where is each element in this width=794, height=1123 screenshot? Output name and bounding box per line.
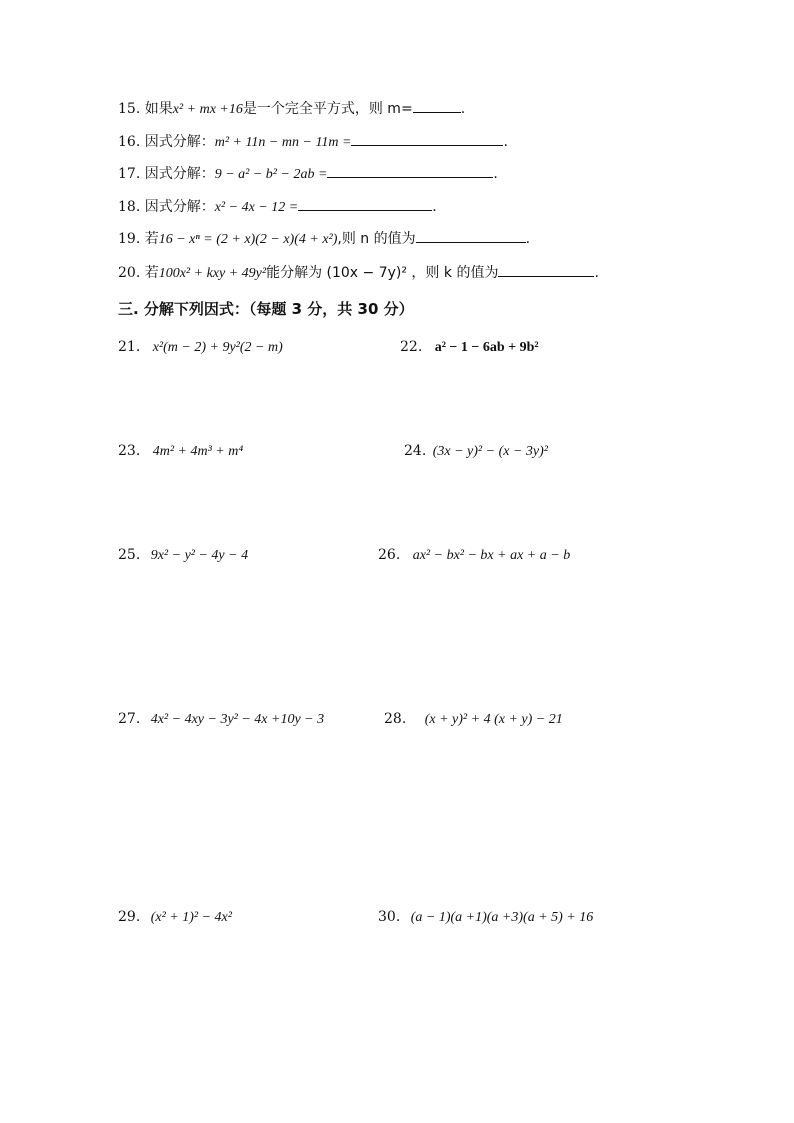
item-number: 16. bbox=[118, 134, 141, 150]
item-prefix: 若 bbox=[144, 265, 159, 281]
answer-blank[interactable] bbox=[416, 228, 526, 243]
item-end: . bbox=[493, 166, 498, 182]
item-number: 20. bbox=[118, 265, 141, 281]
item-expression: x² + mx +16 bbox=[172, 102, 243, 117]
fill-in-item-15 bbox=[118, 98, 465, 120]
item-prefix: 如果 bbox=[144, 101, 173, 117]
problem-number: 24. bbox=[404, 443, 427, 459]
problem-24 bbox=[404, 441, 548, 462]
item-end: . bbox=[432, 199, 437, 215]
fill-in-item-18 bbox=[118, 196, 437, 218]
item-number: 18. bbox=[118, 199, 141, 215]
fill-in-item-20 bbox=[118, 262, 599, 284]
item-end: . bbox=[594, 265, 599, 281]
fill-in-item-17 bbox=[118, 163, 498, 185]
problem-number: 26. bbox=[378, 547, 401, 563]
fill-in-item-19 bbox=[118, 228, 530, 250]
answer-blank[interactable] bbox=[298, 196, 432, 211]
problem-expression: x²(m − 2) + 9y²(2 − m) bbox=[152, 340, 283, 355]
item-end: . bbox=[460, 101, 466, 117]
problem-22 bbox=[400, 337, 539, 358]
problem-expression: (a − 1)(a +1)(a +3)(a + 5) + 16 bbox=[410, 910, 594, 925]
problem-30 bbox=[378, 907, 593, 928]
problem-expression: 9x² − y² − 4y − 4 bbox=[150, 548, 249, 563]
problem-number: 22. bbox=[400, 339, 423, 355]
item-number: 15. bbox=[118, 101, 141, 117]
item-middle: 是一个完全平方式，则 m= bbox=[242, 101, 413, 117]
item-middle: ,则 n 的值为 bbox=[337, 231, 416, 247]
problem-number: 30. bbox=[378, 909, 401, 925]
item-end: . bbox=[525, 231, 531, 247]
item-expression: 100x² + kxy + 49y² bbox=[158, 266, 267, 281]
problem-expression: (3x − y)² − (x − 3y)² bbox=[432, 444, 548, 459]
problem-26 bbox=[378, 545, 570, 566]
problem-expression: (x + y)² + 4 (x + y) − 21 bbox=[424, 712, 563, 727]
item-number: 17. bbox=[118, 166, 141, 182]
problem-28 bbox=[384, 709, 563, 730]
item-expression: x² − 4x − 12 = bbox=[214, 200, 299, 215]
problem-21 bbox=[118, 337, 283, 358]
problem-expression: 4x² − 4xy − 3y² − 4x +10y − 3 bbox=[150, 712, 325, 727]
problem-expression: ax² − bx² − bx + ax + a − b bbox=[412, 548, 571, 563]
problem-expression: (x² + 1)² − 4x² bbox=[150, 910, 232, 925]
item-prefix: 因式分解： bbox=[144, 134, 215, 150]
problem-expression: a² − 1 − 6ab + 9b² bbox=[434, 340, 539, 355]
item-prefix: 因式分解： bbox=[144, 199, 215, 215]
item-prefix: 若 bbox=[144, 231, 159, 247]
answer-blank[interactable] bbox=[498, 262, 594, 277]
problem-number: 25. bbox=[118, 547, 141, 563]
item-expression: 9 − a² − b² − 2ab = bbox=[214, 167, 328, 182]
problem-number: 28. bbox=[384, 711, 407, 727]
section-title: 三. 分解下列因式：（每题 3 分，共 30 分） bbox=[118, 300, 414, 318]
answer-blank[interactable] bbox=[327, 163, 493, 178]
problem-27 bbox=[118, 709, 324, 730]
problem-number: 27. bbox=[118, 711, 141, 727]
problem-25 bbox=[118, 545, 248, 566]
item-number: 19. bbox=[118, 231, 141, 247]
item-end: . bbox=[503, 134, 508, 150]
problem-number: 21. bbox=[118, 339, 141, 355]
item-middle: 能分解为 (10x − 7y)² ，则 k 的值为 bbox=[266, 265, 499, 281]
problem-number: 29. bbox=[118, 909, 141, 925]
item-prefix: 因式分解： bbox=[144, 166, 215, 182]
problem-number: 23. bbox=[118, 443, 141, 459]
answer-blank[interactable] bbox=[351, 131, 503, 146]
answer-blank[interactable] bbox=[413, 98, 461, 113]
item-expression: m² + 11n − mn − 11m = bbox=[214, 135, 352, 150]
problem-29 bbox=[118, 907, 232, 928]
problem-expression: 4m² + 4m³ + m⁴ bbox=[152, 444, 244, 459]
problem-23 bbox=[118, 441, 243, 462]
fill-in-item-16 bbox=[118, 131, 508, 153]
item-expression: 16 − xⁿ = (2 + x)(2 − x)(4 + x²) bbox=[158, 232, 338, 247]
